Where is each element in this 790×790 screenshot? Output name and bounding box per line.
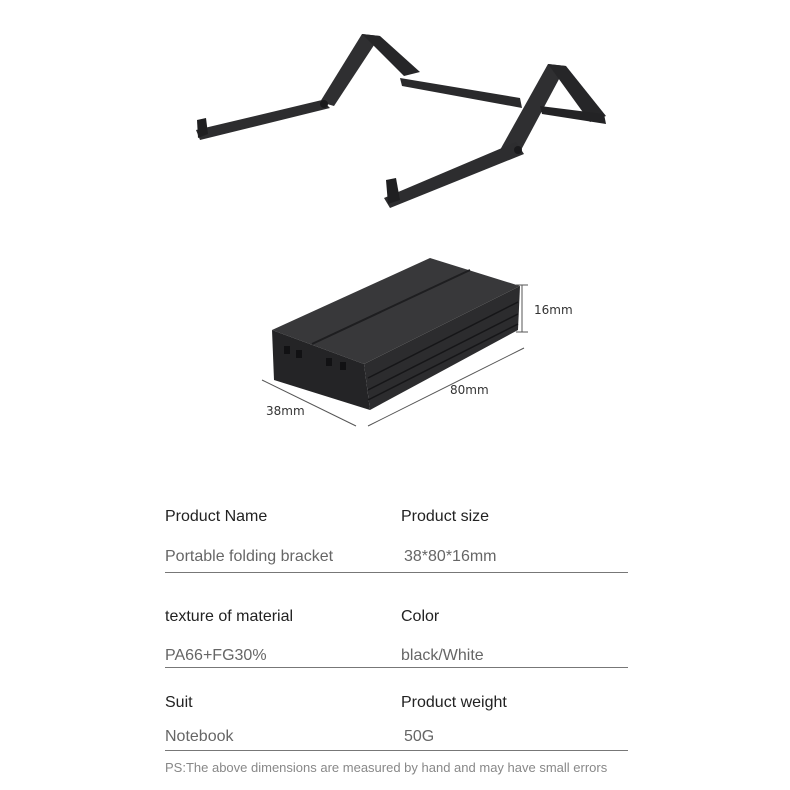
spec-divider <box>165 750 628 751</box>
length-dimension-label: 80mm <box>450 383 489 397</box>
folded-bracket-illustration <box>0 240 790 440</box>
spec-divider <box>165 572 628 573</box>
spec-label-product-size: Product size <box>401 508 490 525</box>
unfolded-stand-illustration <box>0 0 790 230</box>
spec-value-color: black/White <box>401 647 484 664</box>
right-arm <box>500 64 566 152</box>
spec-label-material: texture of material <box>165 608 294 625</box>
spec-label-suit: Suit <box>165 694 193 711</box>
spec-value-material: PA66+FG30% <box>165 647 267 664</box>
spec-label-product-name: Product Name <box>165 508 268 525</box>
height-dimension-label: 16mm <box>534 303 573 317</box>
spec-value-product-name: Portable folding bracket <box>165 548 334 565</box>
left-base-bar <box>196 100 330 140</box>
spec-label-product-weight: Product weight <box>401 694 507 711</box>
right-front-lip <box>386 178 400 204</box>
measurement-note: PS:The above dimensions are measured by hand and may have small errors <box>165 760 608 775</box>
spec-divider <box>165 667 628 668</box>
left-arm-top <box>362 34 420 76</box>
left-arm <box>320 34 380 106</box>
width-dimension-label: 38mm <box>266 404 305 418</box>
right-base-bar <box>384 142 524 208</box>
spec-value-product-weight: 50G <box>404 728 435 745</box>
cross-bar <box>400 78 522 108</box>
spec-value-suit: Notebook <box>165 728 234 745</box>
spec-value-product-size: 38*80*16mm <box>404 548 497 565</box>
spec-label-color: Color <box>401 608 440 625</box>
